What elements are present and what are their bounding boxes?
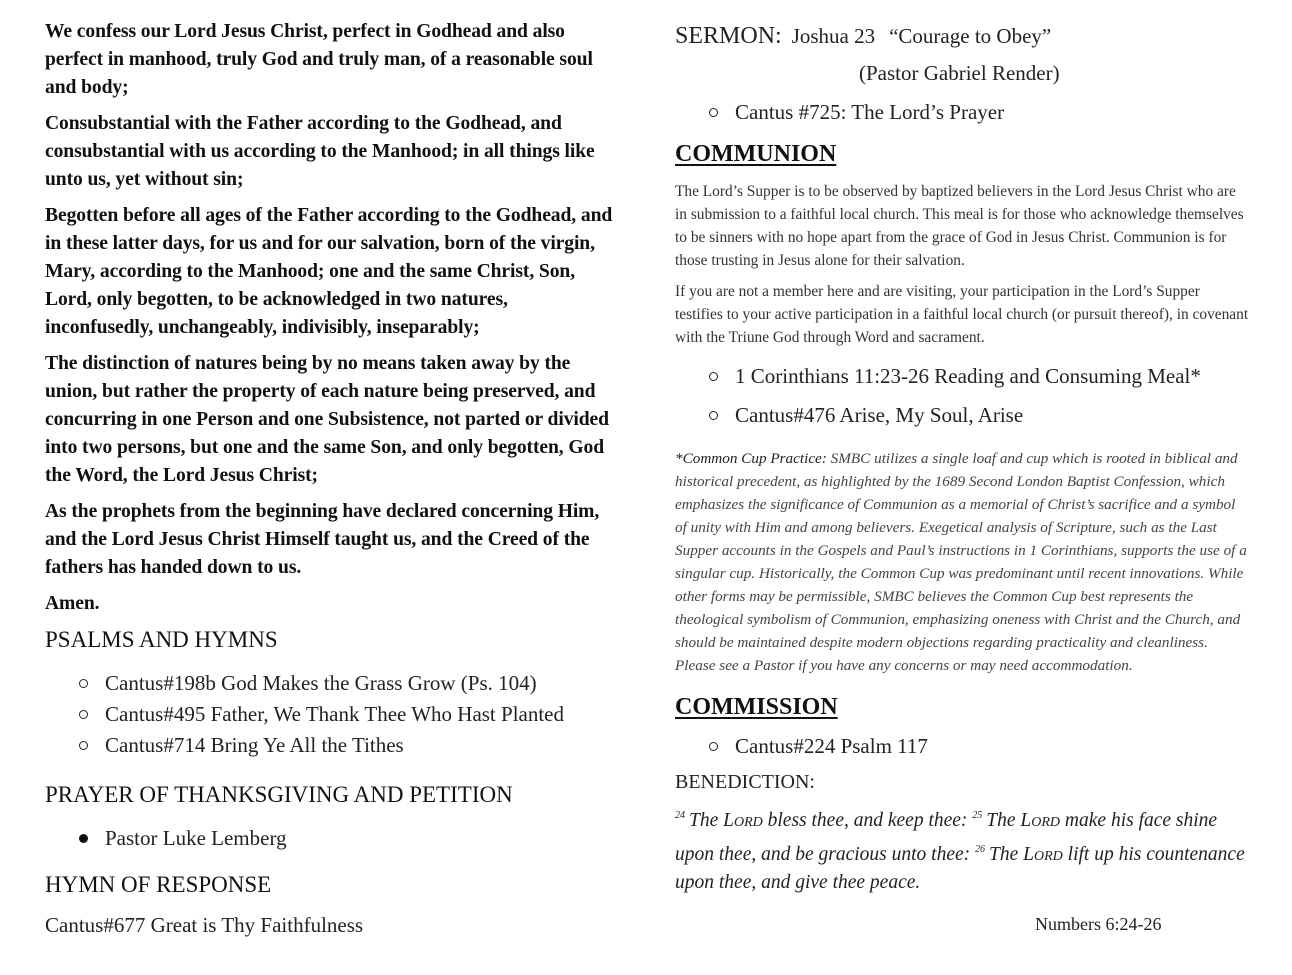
commission-list <box>675 731 1250 762</box>
communion-heading: COMMUNION <box>675 141 837 167</box>
communion-list <box>675 357 1250 435</box>
list-item: Cantus#714 Bring Ye All the Tithes <box>105 733 404 757</box>
psalms-list <box>45 668 617 761</box>
list-item: Cantus#224 Psalm 117 <box>735 734 928 758</box>
commission-heading: COMMISSION <box>675 694 838 720</box>
common-cup-note <box>675 447 1250 677</box>
creed-paragraph-5: As the prophets from the beginning have declared concerning Him, and the Lord Jesus Christ Himself taught us, and the Creed of the fathers has handed down to us. <box>45 501 600 578</box>
creed-paragraph-3: Begotten before all ages of the Father according to the Godhead, and in these latter days, for us and for our salvation, born of the virgin, Mary, according to the Manhood; one and the same Christ, Son, Lord, only begotten, to be acknowledged in two natures, inconfusedly, unchangeably, indivisibly, inseparably; <box>45 205 613 338</box>
sermon-block <box>675 18 1250 87</box>
creed-paragraph-4: The distinction of natures being by no means taken away by the union, but rather the property of each nature being preserved, and concurring in one Person and one Subsistence, not parted or divided into two persons, but one and the same Son, and only begotten, God the Word, the Lord Jesus Christ; <box>45 353 609 486</box>
left-column <box>45 18 617 940</box>
creed <box>45 18 617 618</box>
sermon-title: “Courage to Obey” <box>889 24 1052 48</box>
creed-paragraph-1: We confess our Lord Jesus Christ, perfect in Godhead and also perfect in manhood, truly God and truly man, of a reasonable soul and body; <box>45 21 593 98</box>
sermon-list <box>675 97 1250 128</box>
benediction-verse: $^{24}$ The Lord bless thee, and keep thee: $^{25}$ The Lord make his face shine upon thee, and be gracious unto thee: $^{26}$ The Lord lift up his countenance upon thee, and give thee peace. <box>675 810 1245 893</box>
sermon-passage: Joshua 23 <box>791 24 876 48</box>
list-item: Cantus#198b God Makes the Grass Grow (Ps. 104) <box>105 671 537 695</box>
right-column <box>675 18 1250 938</box>
psalms-heading: PSALMS AND HYMNS <box>45 627 278 652</box>
common-cup-label: *Common Cup Practice: <box>675 450 827 467</box>
common-cup-text: SMBC utilizes a single loaf and cup which is rooted in biblical and historical precedent, as highlighted by the 1689 Second London Baptist Confession, which emphasizes the significance of Communion as a memorial of Christ’s sacrifice and a symbol of unity with Him and among believers. Exegetical analysis of Scripture, such as the Last Supper accounts in the Gospels and Paul’s instructions in 1 Corinthians, supports the use of a singular cup. Historically, the Common Cup was predominant until recent innovations. While other forms may be permissible, SMBC believes the Common Cup best represents the theological symbolism of Communion, emphasizing oneness with Christ and the Church, and should be maintained despite modern objections regarding practicality and cleanliness. Please see a Pastor if you have any concerns or may need accommodation. <box>675 450 1247 674</box>
communion-paragraph-1: The Lord’s Supper is to be observed by baptized believers in the Lord Jesus Christ who are in submission to a faithful local church. This meal is for those who acknowledge themselves to be sinners with no hope apart from the grace of God in Jesus Christ. Communion is for those trusting in Jesus alone for their salvation. <box>675 183 1244 269</box>
creed-paragraph-2: Consubstantial with the Father according to the Godhead, and consubstantial with us according to the Manhood; in all things like unto us, yet without sin; <box>45 113 595 190</box>
sermon-label: SERMON: <box>675 23 782 49</box>
benediction-heading: BENEDICTION: <box>675 771 815 793</box>
list-item: Cantus#476 Arise, My Soul, Arise <box>735 403 1024 427</box>
sermon-pastor: (Pastor Gabriel Render) <box>859 61 1060 85</box>
list-item: Cantus #725: The Lord’s Prayer <box>735 100 1005 124</box>
response-heading: HYMN OF RESPONSE <box>45 872 272 897</box>
benediction-reference: Numbers 6:24-26 <box>1035 913 1162 934</box>
creed-amen: Amen. <box>45 593 100 614</box>
prayer-list <box>45 823 617 854</box>
list-item: Cantus#495 Father, We Thank Thee Who Hast Planted <box>105 702 565 726</box>
response-hymn: Cantus#677 Great is Thy Faithfulness <box>45 913 364 937</box>
list-item: 1 Corinthians 11:23-26 Reading and Consuming Meal* <box>735 364 1201 388</box>
communion-paragraph-2: If you are not a member here and are visiting, your participation in the Lord’s Supper testifies to your active participation in a faithful local church (or pursuit thereof), in covenant with the Triune God through Word and sacrament. <box>675 283 1249 346</box>
list-item: Pastor Luke Lemberg <box>105 826 287 850</box>
prayer-heading: PRAYER OF THANKSGIVING AND PETITION <box>45 782 513 807</box>
